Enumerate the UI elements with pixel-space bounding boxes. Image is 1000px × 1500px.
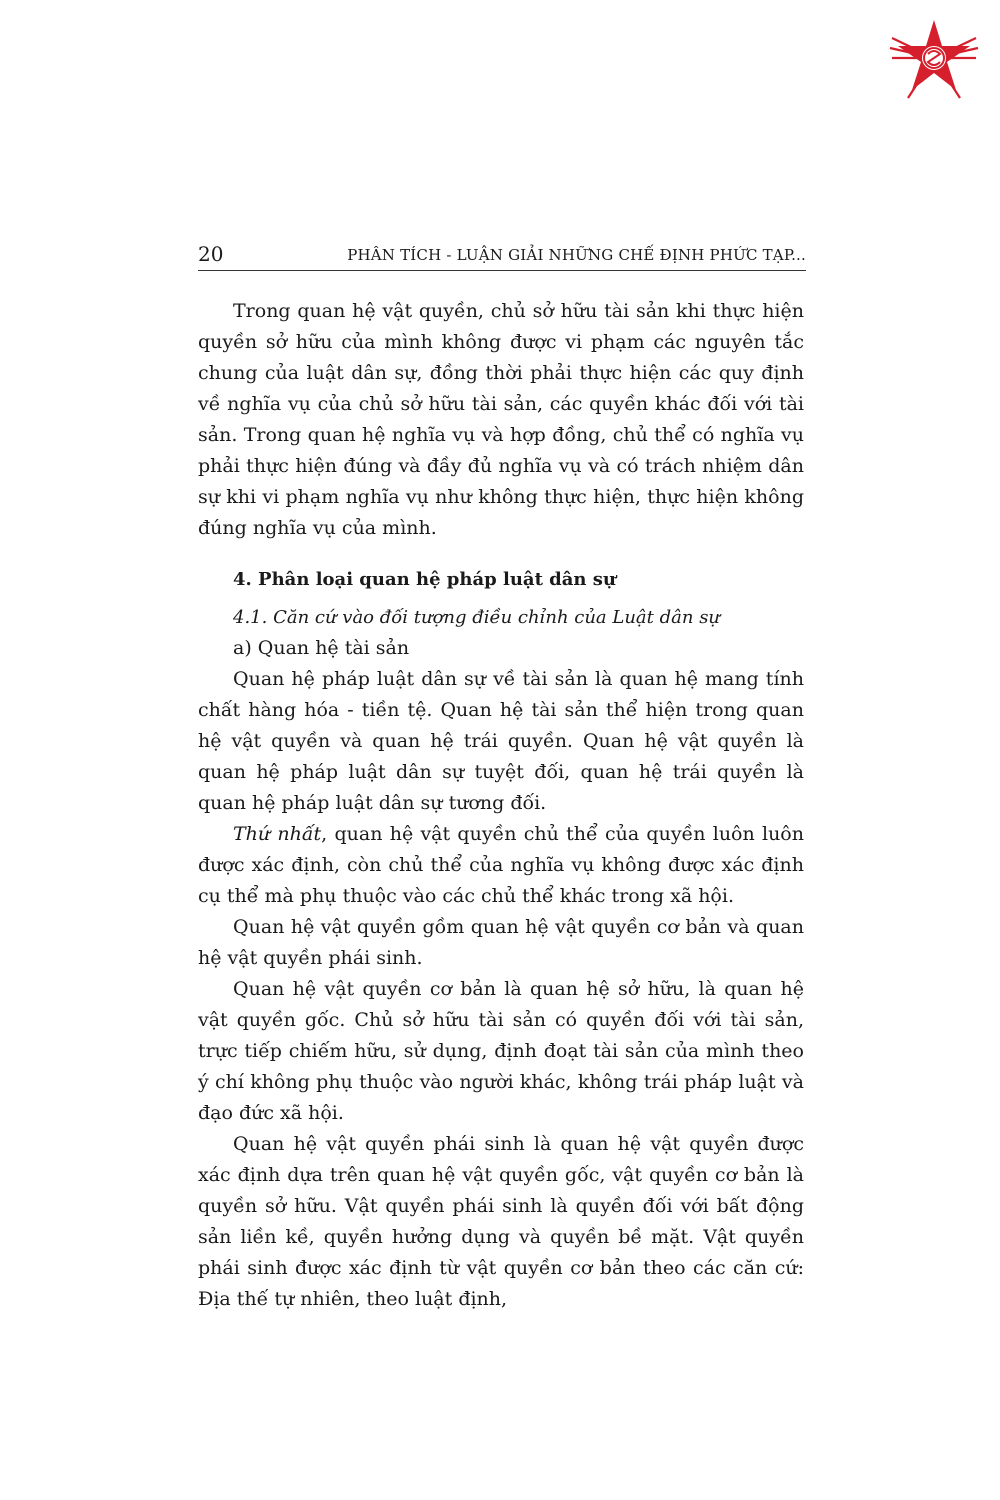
running-title: PHÂN TÍCH - LUẬN GIẢI NHỮNG CHẾ ĐỊNH PHỨC TẠP... — [347, 246, 806, 264]
subsection-heading: 4.1. Căn cứ vào đối tượng điều chỉnh của Luật dân sự — [233, 607, 721, 628]
paragraph: Quan hệ vật quyền cơ bản là quan hệ sở hữu, là quan hệ vật quyền gốc. Chủ sở hữu tài sản có quyền đối với tài sản, trực tiếp chiếm hữu, sử dụng, định đoạt tài sản của mình theo ý chí không phụ thuộc vào người khác, không trái pháp luật và đạo đức xã hội. — [198, 978, 804, 1124]
paragraph: Quan hệ vật quyền gồm quan hệ vật quyền cơ bản và quan hệ vật quyền phái sinh. — [198, 916, 804, 969]
paragraph-lead: Thứ nhất — [233, 823, 322, 845]
paragraph: Trong quan hệ vật quyền, chủ sở hữu tài sản khi thực hiện quyền sở hữu của mình không được vi phạm các nguyên tắc chung của luật dân sự, đồng thời phải thực hiện các quy định về nghĩa vụ của chủ sở hữu tài sản, các quyền khác đối với tài sản. Trong quan hệ nghĩa vụ và hợp đồng, chủ thể có nghĩa vụ phải thực hiện đúng và đầy đủ nghĩa vụ và có trách nhiệm dân sự khi vi phạm nghĩa vụ như không thực hiện, thực hiện không đúng nghĩa vụ của mình. — [198, 300, 804, 539]
page-number: 20 — [198, 242, 224, 266]
paragraph: Quan hệ pháp luật dân sự về tài sản là quan hệ mang tính chất hàng hóa - tiền tệ. Quan hệ tài sản thể hiện trong quan hệ vật quyền và quan hệ trái quyền. Quan hệ vật quyền là quan hệ pháp luật dân sự tuyệt đối, quan hệ trái quyền là quan hệ pháp luật dân sự tương đối. — [198, 668, 804, 814]
section-heading: 4. Phân loại quan hệ pháp luật dân sự — [233, 569, 616, 590]
publisher-star-logo-icon — [888, 18, 980, 102]
page-body — [198, 296, 804, 1315]
sub-heading: a) Quan hệ tài sản — [233, 637, 410, 659]
paragraph: Quan hệ vật quyền phái sinh là quan hệ vật quyền được xác định dựa trên quan hệ vật quyền gốc, vật quyền cơ bản là quyền sở hữu. Vật quyền phái sinh là quyền đối với bất động sản liền kề, quyền hưởng dụng và quyền bề mặt. Vật quyền phái sinh được xác định từ vật quyền cơ bản theo các căn cứ: Địa thế tự nhiên, theo luật định, — [198, 1133, 804, 1310]
paragraph — [198, 819, 804, 912]
paragraph-text: , quan hệ vật quyền chủ thể của quyền luôn luôn được xác định, còn chủ thể của nghĩa vụ không được xác định cụ thể mà phụ thuộc vào các chủ thể khác trong xã hội. — [198, 823, 804, 907]
running-header — [198, 240, 806, 271]
